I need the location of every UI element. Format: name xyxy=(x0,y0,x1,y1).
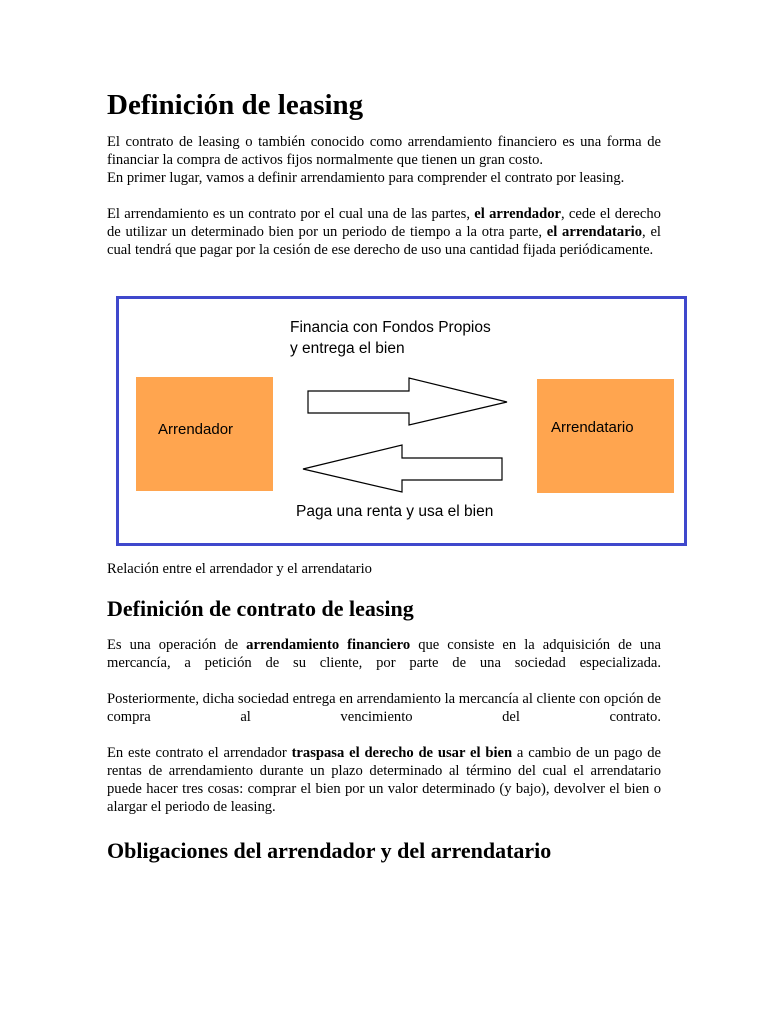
left-arrow-icon xyxy=(302,444,504,494)
intro-paragraph xyxy=(107,133,661,187)
contrato-p3-text-2: a cambio de un pago de rentas de arrendamiento durante un plazo determinado al término del cual el arrendatario puede hacer tres cosas: comprar el bien por un valor determinado (y bajo), devolver el bien o alargar el periodo de leasing. xyxy=(107,745,661,816)
top-flow-text xyxy=(290,317,491,359)
arrendador-label: Arrendador xyxy=(158,421,234,438)
contrato-p3-bold: traspasa el derecho de usar el bien xyxy=(291,745,513,762)
contrato-p1-text-1: Es una operación de xyxy=(107,637,247,654)
definition-bold-arrendatario: el arrendatario xyxy=(546,223,643,240)
contrato-p3-text-1: En este contrato el arrendador xyxy=(107,745,292,762)
page-title: Definición de leasing xyxy=(107,89,364,121)
section-obligaciones xyxy=(107,838,661,864)
intro-line-2: En primer lugar, vamos a definir arrendamiento para comprender el contrato por leasing. xyxy=(107,169,625,186)
section-heading-obligaciones: Obligaciones del arrendador y del arrendatario xyxy=(107,838,552,863)
definition-bold-arrendador: el arrendador xyxy=(474,205,561,222)
contrato-paragraph-3 xyxy=(107,744,661,816)
definition-text-3: , el cual tendrá que pagar por la cesión de ese derecho de uso una cantidad fijada periódicamente. xyxy=(107,223,661,258)
section-contrato xyxy=(107,596,661,816)
bottom-flow-text xyxy=(296,501,493,522)
contrato-paragraph-1 xyxy=(107,636,661,672)
contrato-p1-text-2: que consiste en la adquisición de una mercancía, a petición de su cliente, por parte de una sociedad especializada. xyxy=(107,637,661,672)
right-arrow-icon xyxy=(307,377,509,427)
figure-caption: Relación entre el arrendador y el arrendatario xyxy=(107,561,372,577)
bottom-flow-line: Paga una renta y usa el bien xyxy=(296,503,494,520)
arrendatario-label: Arrendatario xyxy=(551,419,634,436)
arrendador-box xyxy=(136,377,273,491)
top-flow-line-2: y entrega el bien xyxy=(290,340,405,357)
contrato-p1-bold: arrendamiento financiero xyxy=(246,637,411,654)
leasing-diagram xyxy=(116,296,687,546)
definition-paragraph xyxy=(107,205,661,259)
arrendatario-box xyxy=(537,379,674,493)
top-flow-line-1: Financia con Fondos Propios xyxy=(290,319,491,336)
definition-text-2: , cede el derecho de utilizar un determinado bien por un periodo de tiempo a la otra parte, xyxy=(107,205,661,240)
document-body xyxy=(107,88,661,259)
intro-line-1: El contrato de leasing o también conocido como arrendamiento financiero es una forma de financiar la compra de activos fijos normalmente que tienen un gran costo. xyxy=(107,133,661,168)
contrato-paragraph-2: Posteriormente, dicha sociedad entrega en arrendamiento la mercancía al cliente con opción de compra al vencimiento del contrato. xyxy=(107,691,661,726)
section-heading-contrato: Definición de contrato de leasing xyxy=(107,596,414,621)
definition-text-1: El arrendamiento es un contrato por el cual una de las partes, xyxy=(107,205,475,222)
